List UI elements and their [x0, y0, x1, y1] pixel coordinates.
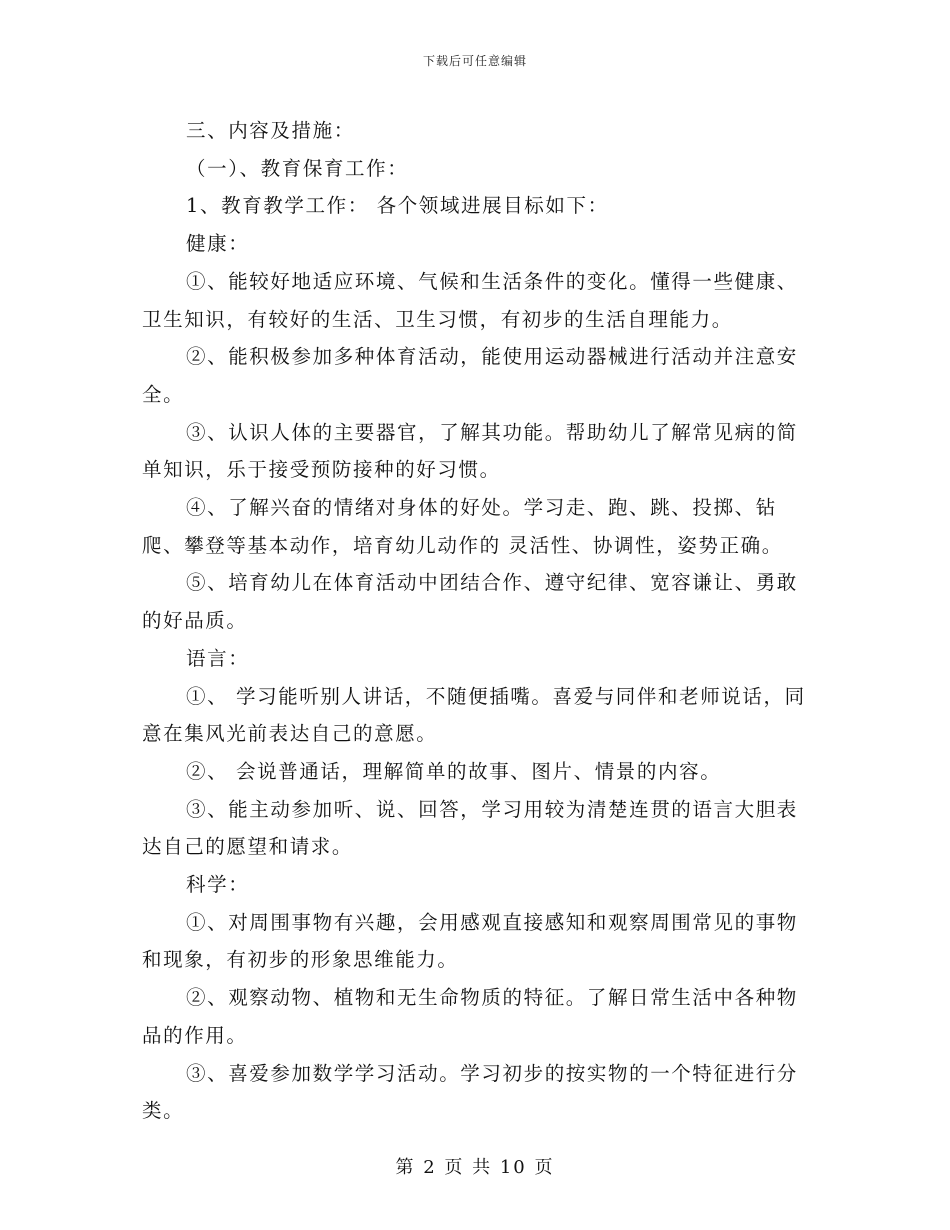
section-heading: 三、内容及措施： [186, 119, 355, 142]
language-goal-1: ①、 学习能听别人讲话，不随便插嘴。喜爱与同伴和老师说话，同意在集风光前表达自己的意愿。 [142, 684, 806, 746]
language-goal-2: ②、 会说普通话，理解简单的故事、图片、情景的内容。 [186, 759, 722, 783]
science-goal-1: ①、对周围事物有兴趣，会用感观直接感知和观察周围常见的事物和现象，有初步的形象思维能力。 [142, 910, 798, 972]
science-goal-2: ②、观察动物、植物和无生命物质的特征。了解日常生活中各种物品的作用。 [142, 986, 798, 1047]
health-goal-2: ②、能积极参加多种体育活动，能使用运动器械进行活动并注意安全。 [142, 345, 798, 406]
document-body [142, 112, 812, 1130]
item-heading: 1、教育教学工作： 各个领域进展目标如下： [186, 194, 609, 218]
domain-heading-science: 科学： [186, 873, 250, 897]
domain-heading-health: 健康： [186, 232, 250, 256]
subsection-heading: （一）、教育保育工作： [186, 156, 409, 180]
domain-heading-language: 语言： [186, 646, 250, 670]
health-goal-4: ④、了解兴奋的情绪对身体的好处。学习走、跑、跳、投掷、钻爬、攀登等基本动作，培育幼儿动作的 灵活性、协调性，姿势正确。 [142, 496, 783, 557]
health-goal-5: ⑤、培育幼儿在体育活动中团结合作、遵守纪律、宽容谦让、勇敢的好品质。 [142, 571, 798, 633]
page-number-footer: 第 2 页 共 10 页 [395, 1157, 555, 1178]
health-goal-3: ③、认识人体的主要器官，了解其功能。帮助幼儿了解常见病的简单知识，乐于接受预防接种的好习惯。 [142, 420, 798, 482]
science-goal-3: ③、喜爱参加数学学习活动。学习初步的按实物的一个特征进行分类。 [142, 1061, 798, 1123]
language-goal-3: ③、能主动参加听、说、回答，学习用较为清楚连贯的语言大胆表达自己的愿望和请求。 [142, 797, 798, 859]
page-header: 下载后可任意编辑 [422, 54, 527, 68]
health-goal-1: ①、能较好地适应环境、气候和生活条件的变化。懂得一些健康、卫生知识，有较好的生活、卫生习惯，有初步的生活自理能力。 [142, 269, 798, 331]
